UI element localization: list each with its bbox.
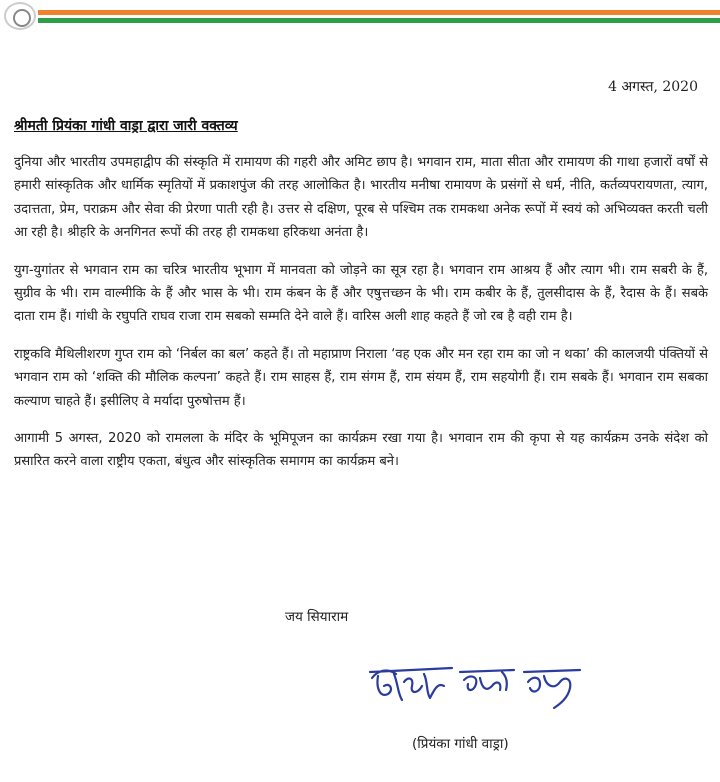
saffron-stripe [38,10,720,15]
handwritten-signature [368,660,588,715]
closing-salutation: जय सियाराम [285,609,349,625]
signatory-name: (प्रियंका गांधी वाड्रा) [412,736,509,752]
paragraph-2: युग-युगांतर से भगवान राम का चरित्र भारतीय भूभाग में मानवता को जोड़ने का सूत्र रहा है। भगवान राम आश्रय हैं और त्याग भी। राम सबरी के हैं, सुग्रीव के भी। राम वाल्मीकि के हैं और भास के भी। राम कंबन के हैं और एषुत्तच्छन के भी। राम कबीर के हैं, तुलसीदास के हैं, रैदास के हैं। सबके दाता राम हैं। गांधी के रघुपति राघव राजा राम सबको सम्मति देने वाले हैं। वारिस अली शाह कहते हैं जो रब है वही राम है। [14,262,708,325]
party-logo-mark [13,9,31,27]
green-stripe [38,18,720,23]
letterhead-bar [0,0,720,34]
paragraph-3: राष्ट्रकवि मैथिलीशरण गुप्त राम को ‘निर्बल का बल’ कहते हैं। तो महाप्राण निराला ‘वह एक और मन रहा राम का जो न थका’ की कालजयी पंक्तियों से भगवान राम को ‘शक्ति की मौलिक कल्पना’ कहते हैं। राम साहस हैं, राम संगम हैं, राम संयम हैं, राम सहयोगी हैं। राम सबके हैं। भगवान राम सबका कल्याण चाहते हैं। इसीलिए वे मर्यादा पुरुषोत्तम हैं। [14,346,708,409]
letter-date: 4 अगस्त, 2020 [608,79,698,95]
paragraph-1: दुनिया और भारतीय उपमहाद्वीप की संस्कृति में रामायण की गहरी और अमिट छाप है। भगवान राम, माता सीता और रामायण की गाथा हजारों वर्षों से हमारी सांस्कृतिक और धार्मिक स्मृतियों में प्रकाशपुंज की तरह आलोकित है। भारतीय मनीषा रामायण के प्रसंगों से धर्म, नीति, कर्तव्यपरायणता, त्याग, उदात्तता, प्रेम, पराक्रम और सेवा की प्रेरणा पाती रही है। उत्तर से दक्षिण, पूरब से पश्चिम तक रामकथा अनेक रूपों में स्वयं को अभिव्यक्त करती चली आ रही है। श्रीहरि के अनगिनत रूपों की तरह ही रामकथा हरिकथा अनंता है। [14,155,708,241]
party-logo-icon [4,2,36,30]
statement-title: श्रीमती प्रियंका गांधी वाड्रा द्वारा जारी वक्तव्य [14,118,238,134]
statement-body [14,151,708,488]
paragraph-4: आगामी 5 अगस्त, 2020 को रामलला के मंदिर के भूमिपूजन का कार्यक्रम रखा गया है। भगवान राम की कृपा से यह कार्यक्रम उनके संदेश को प्रसारित करने वाला राष्ट्रीय एकता, बंधुत्व और सांस्कृतिक समागम का कार्यक्रम बने। [14,431,708,470]
